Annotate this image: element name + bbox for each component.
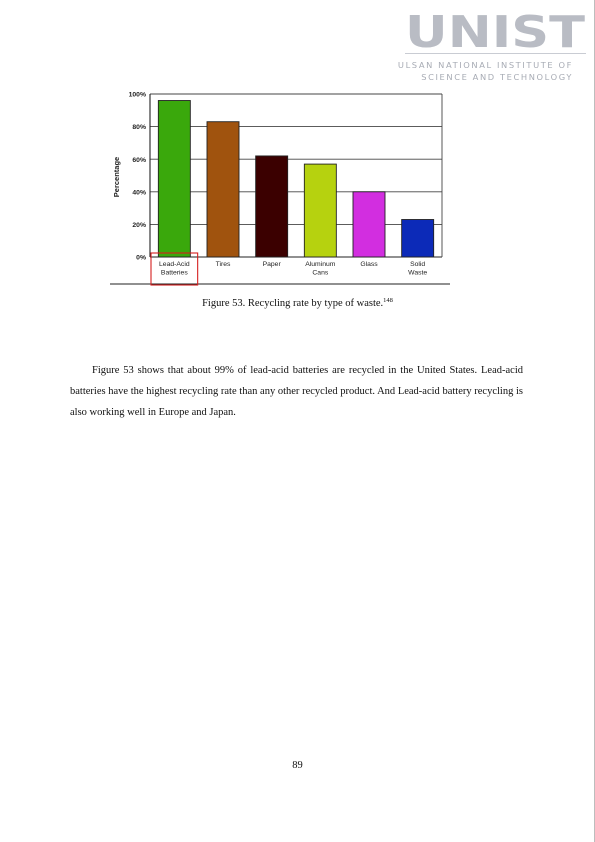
logo-subtitle-line1: ULSAN NATIONAL INSTITUTE OF xyxy=(397,60,573,70)
logo-wordmark-text: UNIST xyxy=(405,10,585,50)
bar xyxy=(207,122,239,257)
x-category-label: Batteries xyxy=(160,269,188,277)
x-category-label: Paper xyxy=(262,261,281,268)
y-tick-label: 60% xyxy=(132,156,146,164)
bar xyxy=(402,220,434,257)
caption-reference: 148 xyxy=(383,297,393,304)
logo-subtitle-line2: SCIENCE AND TECHNOLOGY xyxy=(421,72,573,82)
logo-divider xyxy=(405,53,586,54)
bar xyxy=(256,156,288,257)
y-axis-label: Percentage xyxy=(112,156,121,198)
y-tick-label: 80% xyxy=(132,124,146,132)
bar xyxy=(304,164,336,257)
x-category-label: Lead-Acid xyxy=(159,261,190,268)
x-category-label: Solid xyxy=(410,261,426,268)
y-tick-label: 0% xyxy=(136,254,146,262)
y-tick-label: 100% xyxy=(128,91,146,99)
y-tick-label: 40% xyxy=(132,189,146,197)
page-number: 89 xyxy=(292,760,303,771)
unist-logo xyxy=(404,10,586,50)
body-paragraph: Figure 53 shows that about 99% of lead-acid batteries are recycled in the United States. Lead-acid batteries have the highest recycling rate than any other recycled product. And Lead-acid battery recycling is also working well in Europe and Japan. xyxy=(70,365,523,418)
bar xyxy=(158,101,190,257)
recycling-rate-bar-chart xyxy=(108,86,450,286)
x-category-label: Waste xyxy=(408,269,428,277)
x-category-label: Aluminum xyxy=(305,261,336,268)
x-category-label: Tires xyxy=(215,261,231,268)
x-category-label: Cans xyxy=(312,269,329,277)
figure-caption xyxy=(0,297,595,309)
y-tick-label: 20% xyxy=(132,222,146,229)
x-category-label: Glass xyxy=(360,261,378,268)
bar xyxy=(353,192,385,257)
caption-text: Figure 53. Recycling rate by type of waste. xyxy=(202,298,384,309)
